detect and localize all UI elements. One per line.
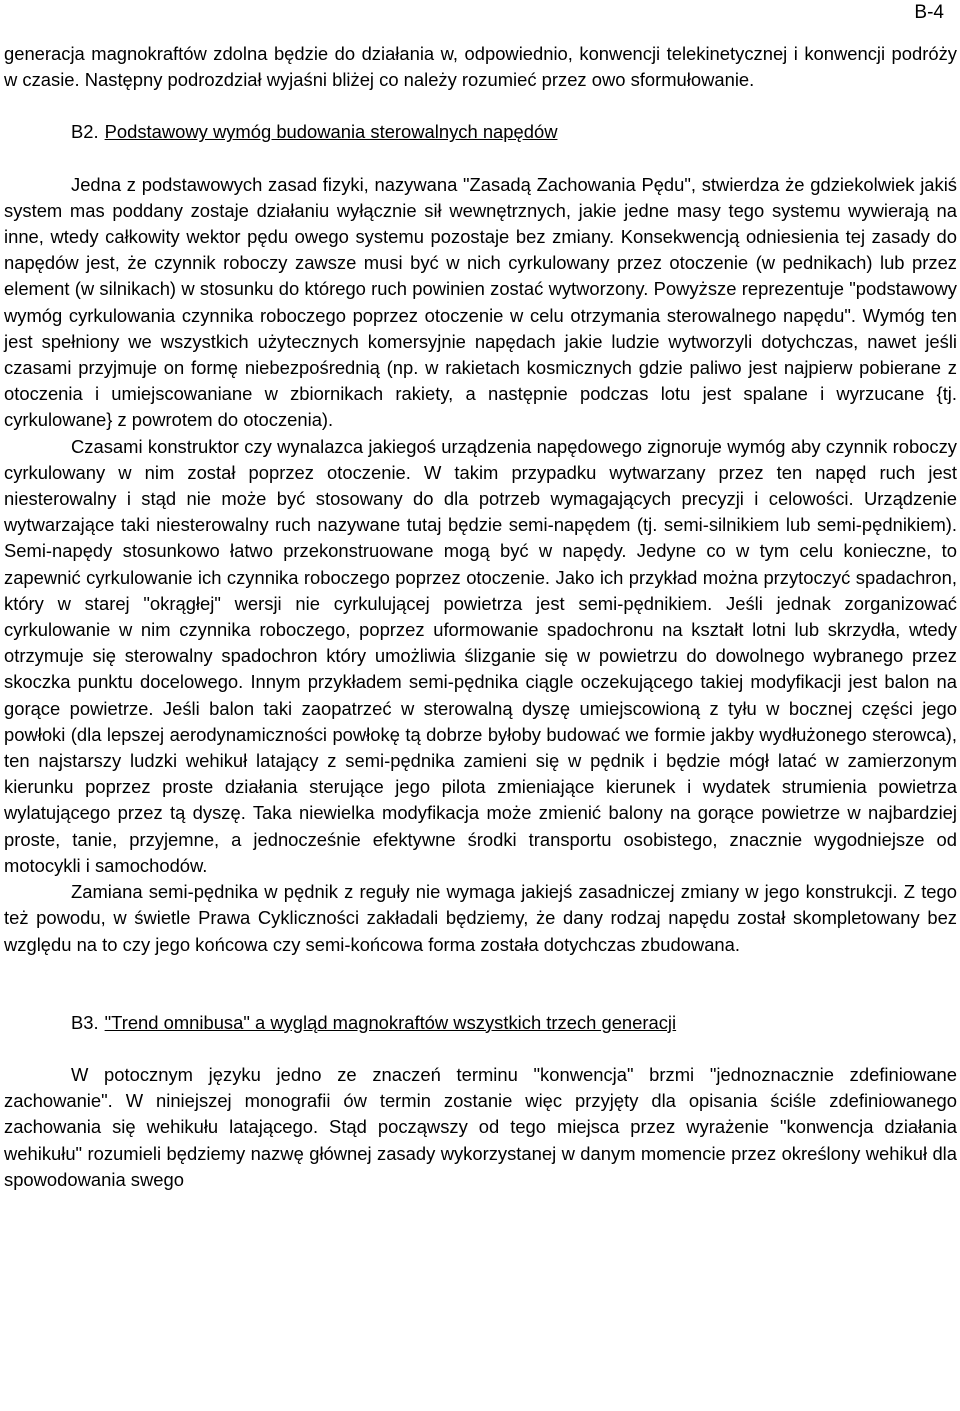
section-b2-title: Podstawowy wymóg budowania sterowalnych napędów <box>104 121 558 143</box>
document-body <box>4 41 957 1193</box>
section-b3-title: "Trend omnibusa" a wygląd magnokraftów wszystkich trzech generacji <box>104 1011 677 1033</box>
section-b2-paragraph: Jedna z podstawowych zasad fizyki, nazywana "Zasadą Zachowania Pędu", stwierdza że gdziekolwiek jakiś system mas poddany zostaje działaniu wyłącznie sił wewnętrznych, jakie jedne masy tego systemu wywierają na inne, wtedy całkowity wektor pędu owego systemu pozostaje bez zmiany. Konsekwencją odniesienia tej zasady do napędów jest, że czynnik roboczy zawsze musi być w nich cyrkulowany przez otoczenie (w pednikach) lub przez element (w silnikach) w stosunku do którego ruch powinien zostać wytworzony. Powyższe reprezentuje "podstawowy wymóg cyrkulowania czynnika roboczego poprzez otoczenie w celu otrzymania sterowalnego napędu". Wymóg ten jest spełniony we wszystkich użytecznych komersyjnie napędach jakie ludzie wytworzyli dotychczas, nawet jeśli czasami przyjmuje on formę niebezpośrednią (np. w rakietach kosmicznych gdzie paliwo jest najpierw pobierane z otoczenia i umiejscowaniane w zbiornikach rakiety, a następnie podczas lotu jest spalane i wyrzucane {tj. cyrkulowane} z powrotem do otoczenia). <box>4 173 957 431</box>
section-b3-number: B3. <box>71 1011 99 1033</box>
section-b3-paragraph: W potocznym języku jedno ze znaczeń terminu "konwencja" brzmi "jednoznacznie zdefiniowane zachowanie". W niniejszej monografii ów termin zostanie więc przyjęty dla opisania ściśle zdefiniowanego zachowania się wehikułu latającego. Stąd począwszy od tego miejsca przez wyrażenie "konwencja działania wehikułu" rozumieli będziemy nazwę głównej zasady wykorzystanej w danym momencie przez określony wehikuł dla spowodowania swego <box>4 1063 957 1190</box>
section-b2-number: B2. <box>71 121 99 143</box>
section-b3-heading <box>4 1010 957 1036</box>
section-b2-paragraph: Czasami konstruktor czy wynalazca jakiegoś urządzenia napędowego zignoruje wymóg aby czynnik roboczy cyrkulowany w nim został poprzez otoczenie. W takim przypadku wytwarzany przez ten napęd ruch jest niesterowalny i stąd nie może być stosowany do dla potrzeb wymagających precyzji i celowości. Urządzenie wytwarzające taki niesterowalny ruch nazywane tutaj będzie semi-napędem (tj. semi-silnikiem lub semi-pędnikiem). Semi-napędy stosunkowo łatwo przekonstruowane mogą być w napędy. Jedyne co w tym celu konieczne, to zapewnić cyrkulowanie ich czynnika roboczego poprzez otoczenie. Jako ich przykład można przytoczyć spadachron, który w starej "okrągłej" wersji nie cyrkulującej powietrza jest semi-pędnikiem. Jeśli jednak zorganizować cyrkulowanie w nim czynnika roboczego, poprzez uformowanie spadochronu na kształt lotni lub skrzydła, wtedy otrzymuje się sterowalny spadochron który umożliwia ślizganie się w powietrzu do dowolnego wybranego przez skoczka punktu docelowego. Innym przykładem semi-pędnika ciągle oczekującego takiej modyfikacji jest balon na gorące powietrze. Jeśli balon taki zaopatrzeć w sterowalną dyszę umiejscowioną z tyłu w bocznej części jego powłoki (dla lepszej aerodynamiczności powłokę tą dobrze byłoby budować we formie jakby wydłużonego sterowca), ten najstarszy ludzki wehikuł latający z semi-pędnika zamieni się w pędnik i będzie mógł latać w zamierzonym kierunku poprzez proste działania sterujące jego pilota zmieniające kierunek i wydatek strumienia powietrza wylatującego przez tą dyszę. Taka niewielka modyfikacja może zmienić balony na gorące powietrze w najbardziej proste, tanie, przyjemne, a jednocześnie efektywne środki transportu osobistego, znacznie wygodniejsze od motocykli i samochodów. <box>4 435 957 876</box>
section-b2-heading <box>4 119 957 145</box>
page-number: B-4 <box>914 2 944 23</box>
section-b2-paragraph: Zamiana semi-pędnika w pędnik z reguły nie wymaga jakiejś zasadniczej zmiany w jego konstrukcji. Z tego też powodu, w świetle Prawa Cykliczności zakładali będziemy, że dany rodzaj napędu został skompletowany bez względu na to czy jego końcowa czy semi-końcowa forma została dotychczas zbudowana. <box>4 881 957 955</box>
intro-paragraph: generacja magnokraftów zdolna będzie do działania w, odpowiednio, konwencji telekinetycznej i konwencji podróży w czasie. Następny podrozdział wyjaśni bliżej co należy rozumieć przez owo sformułowanie. <box>4 43 957 91</box>
